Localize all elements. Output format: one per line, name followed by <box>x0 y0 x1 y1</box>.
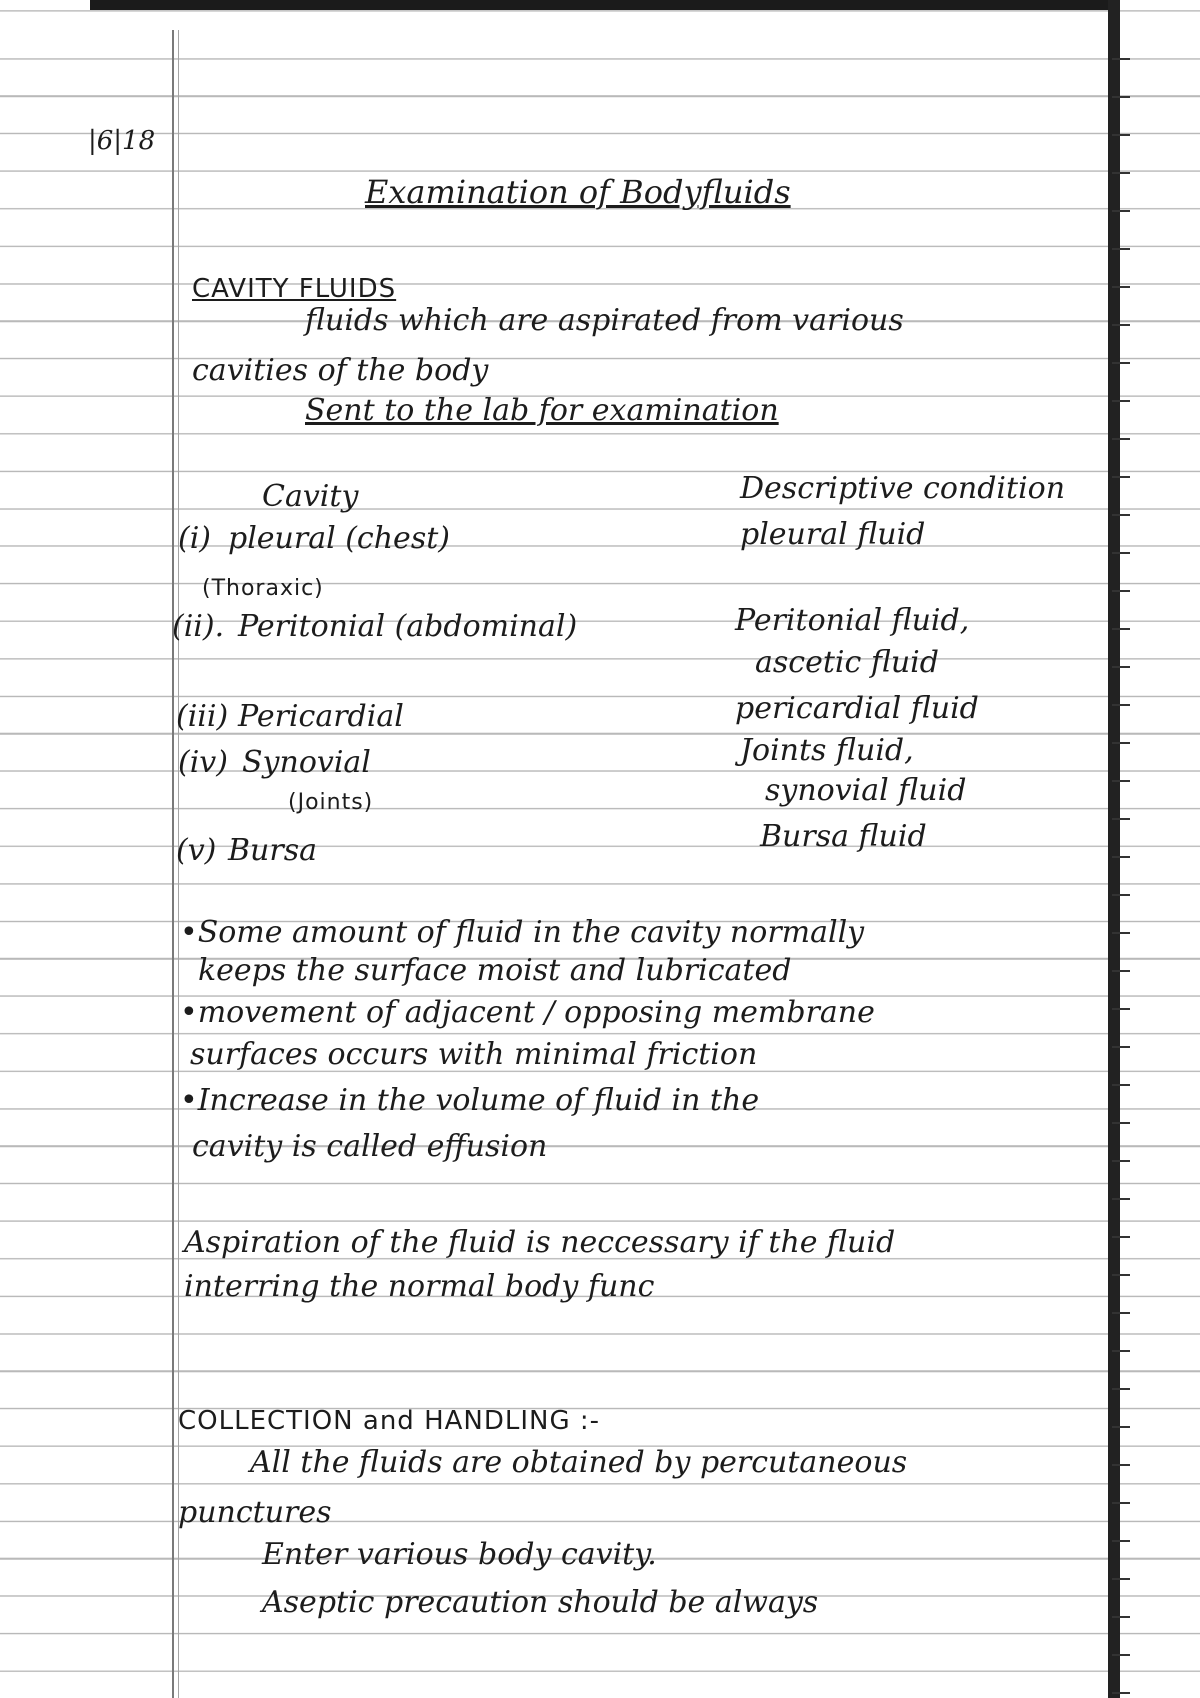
date: |6|18 <box>88 126 156 156</box>
row-num: (ii). <box>172 609 225 644</box>
row-num: (v) <box>176 833 217 868</box>
bullet-line: •Increase in the volume of fluid in the <box>180 1083 760 1118</box>
bullet-line: keeps the surface moist and lubricated <box>198 953 792 988</box>
aspiration-line: Aspiration of the fluid is neccessary if the fluid <box>184 1225 896 1260</box>
section-heading-collection: COLLECTION and HANDLING :- <box>178 1406 601 1436</box>
row-num: (i) <box>178 521 212 556</box>
row-num: (iii) <box>176 699 229 734</box>
section-heading-cavity-fluids: CAVITY FLUIDS <box>192 274 397 304</box>
bullet-line: •Some amount of fluid in the cavity normally <box>180 915 865 950</box>
row-note: (Thoraxic) <box>202 576 324 601</box>
row-fluid: Bursa fluid <box>760 819 927 854</box>
row-fluid: Joints fluid, <box>740 733 914 768</box>
page-edge-ticks <box>1112 0 1130 1698</box>
collection-line: Aseptic precaution should be always <box>262 1585 819 1620</box>
row-cavity: Peritonial (abdominal) <box>238 609 578 644</box>
margin-line <box>172 30 174 1698</box>
row-cavity: Pericardial <box>238 699 404 734</box>
intro-line-3: Sent to the lab for examination <box>305 393 779 428</box>
row-fluid: Peritonial fluid, <box>735 603 970 638</box>
col-header-descriptive: Descriptive condition <box>740 471 1066 506</box>
page-title: Examination of Bodyfluids <box>365 173 791 211</box>
row-fluid-alt: ascetic fluid <box>755 645 939 680</box>
collection-line: Enter various body cavity. <box>262 1537 657 1572</box>
row-num: (iv) <box>178 745 228 780</box>
intro-line-2: cavities of the body <box>192 353 489 388</box>
collection-line: punctures <box>178 1495 332 1530</box>
bullet-line: •movement of adjacent / opposing membrane <box>180 995 875 1030</box>
row-cavity: Synovial <box>242 745 371 780</box>
row-cavity: pleural (chest) <box>228 521 450 556</box>
aspiration-line: interring the normal body func <box>184 1269 655 1304</box>
bullet-line: surfaces occurs with minimal friction <box>190 1037 758 1072</box>
row-cavity: Bursa <box>228 833 317 868</box>
row-note: (Joints) <box>288 790 374 815</box>
bullet-line: cavity is called effusion <box>192 1129 548 1164</box>
collection-line: All the fluids are obtained by percutaneous <box>250 1445 908 1480</box>
page-top-edge <box>90 0 1120 10</box>
row-fluid-alt: synovial fluid <box>765 773 967 808</box>
intro-line-1: fluids which are aspirated from various <box>305 303 904 338</box>
row-fluid: pericardial fluid <box>735 691 979 726</box>
row-fluid: pleural fluid <box>740 517 926 552</box>
col-header-cavity: Cavity <box>262 479 359 514</box>
